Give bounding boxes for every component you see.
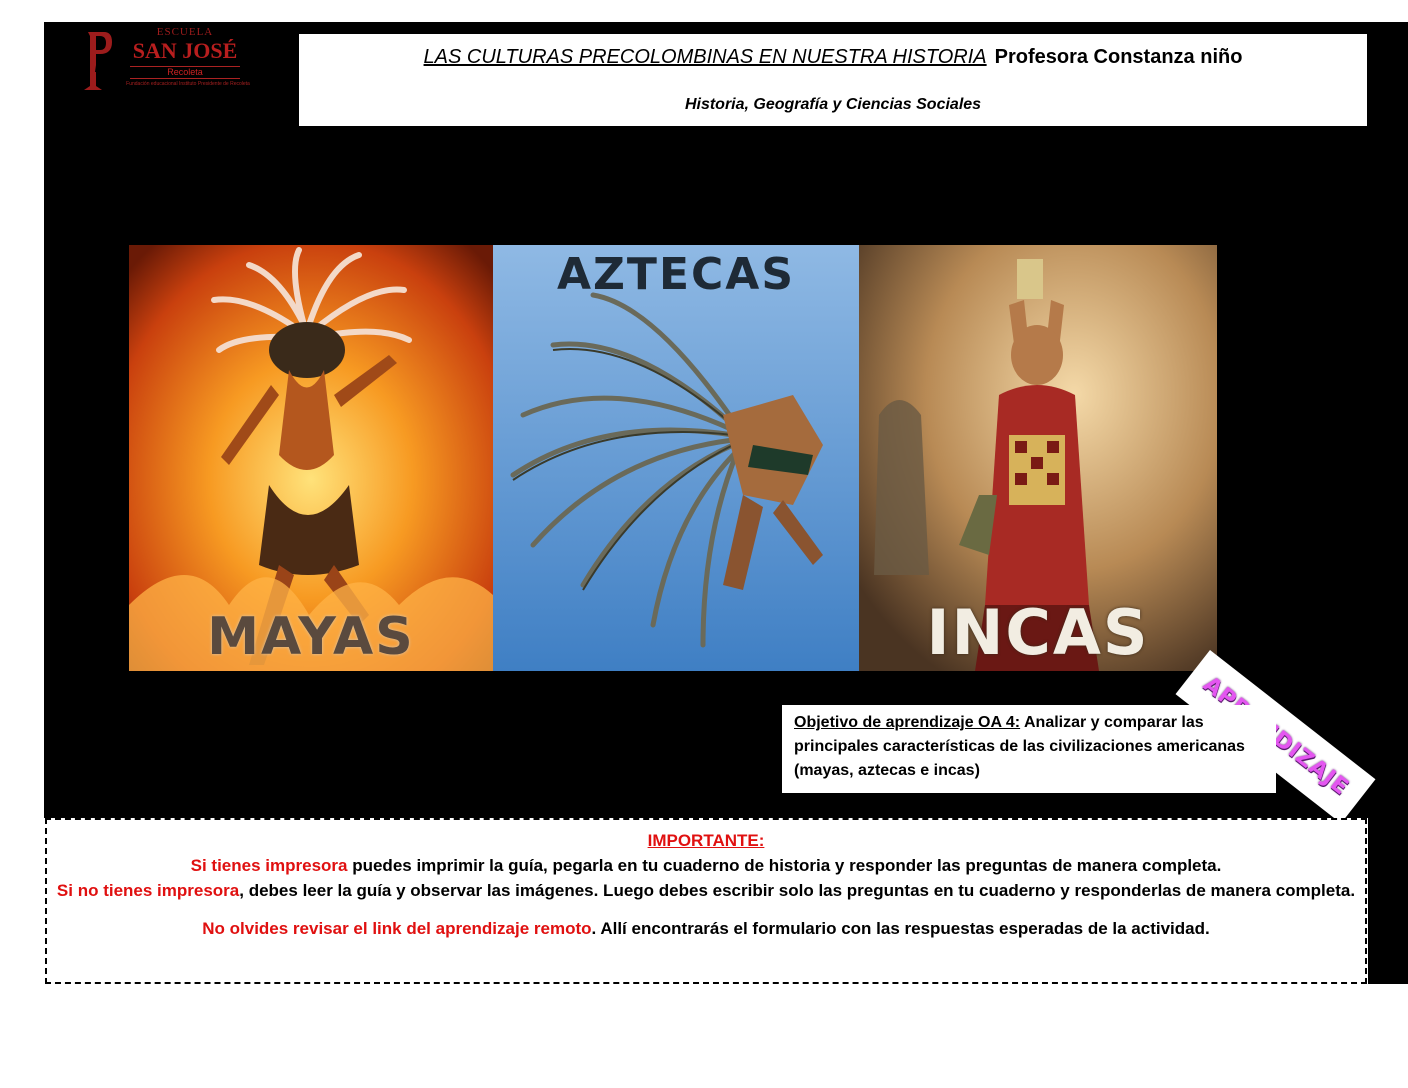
school-name: SAN JOSÉ [132,38,238,63]
incas-panel [859,245,1217,671]
remote-link-instructions: . Allí encontrarás el formulario con las respuestas esperadas de la actividad. [591,919,1210,938]
teacher-name: Profesora Constanza niño [994,46,1243,68]
learning-objective-box [782,705,1276,793]
school-line1: ESCUELA [156,26,214,38]
header-box [299,34,1367,126]
aztecas-label: AZTECAS [556,249,796,300]
school-location: Recoleta [130,66,240,79]
subject-name: Historia, Geografía y Ciencias Sociales [684,96,982,113]
incas-label: INCAS [926,596,1150,669]
printer-highlight: Si tienes impresora [190,856,348,875]
title-text: LAS CULTURAS PRECOLOMBINAS EN NUESTRA HISTORIA [423,46,987,68]
printer-instructions: puedes imprimir la guía, pegarla en tu cuaderno de historia y responder las preguntas de manera completa. [347,856,1222,875]
black-side-strip [1368,22,1408,984]
page-title [299,46,1367,69]
school-logo [78,26,268,92]
important-title: IMPORTANTE: [647,831,765,850]
remote-link-highlight: No olvides revisar el link del aprendizaje remoto [202,919,592,938]
mayas-panel [129,245,493,671]
aztecas-panel [493,245,859,671]
mayas-label: MAYAS [207,607,415,667]
school-foundation: Fundación educacional Instituto Presidente de Recoleta [126,81,250,87]
objective-label: Objetivo de aprendizaje OA 4: [794,714,1021,731]
civilizations-banner-image [129,245,1217,671]
important-paragraph-2 [47,878,1365,903]
important-notice-box [45,818,1367,984]
important-paragraph-1 [47,853,1365,878]
aztecas-dancer-illustration [493,245,859,671]
objective-text: Analizar y comparar las principales características de las civilizaciones americanas (mayas, aztecas e incas) [794,714,1245,779]
important-paragraph-3 [47,916,1365,941]
no-printer-instructions: , debes leer la guía y observar las imágenes. Luego debes escribir solo las preguntas en tu cuaderno y responderlas de manera completa. [239,881,1356,900]
no-printer-highlight: Si no tienes impresora [56,881,240,900]
